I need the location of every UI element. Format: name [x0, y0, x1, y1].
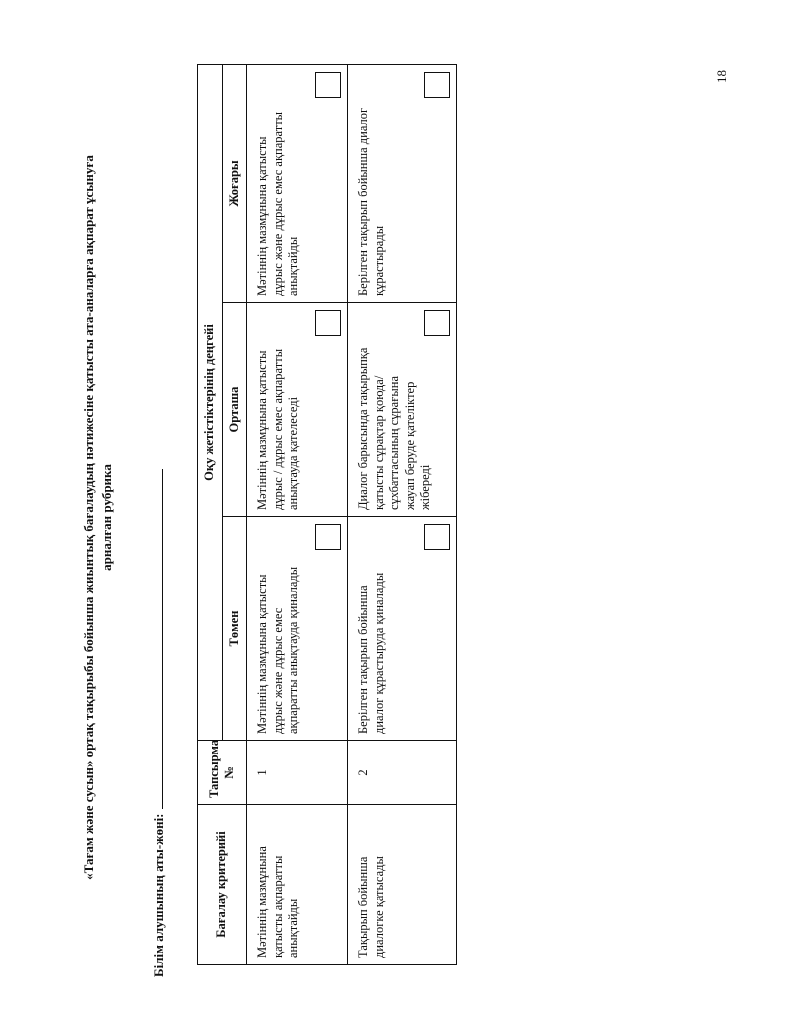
descriptor-mid-cell: [348, 303, 457, 517]
header-mid: Орташа: [222, 303, 247, 517]
checkbox[interactable]: [315, 310, 341, 336]
task-number-cell: 2: [348, 741, 457, 805]
descriptor-high-cell: [348, 64, 457, 302]
criterion-cell: Мәтіннің мазмұнына қатысты ақпаратты анықтайды: [247, 805, 348, 965]
table-row: [247, 64, 348, 964]
descriptor-text: Берілген тақырып бойынша диалог құрастырады: [356, 107, 386, 296]
task-number-cell: 1: [247, 741, 348, 805]
checkbox[interactable]: [315, 72, 341, 98]
descriptor-text: Мәтіннің мазмұнына қатысты дұрыс / дұрыс емес ақпаратты анықтауда қателеседі: [255, 348, 300, 510]
header-low: Төмен: [222, 517, 247, 741]
title-line-2: арналған рубрика: [99, 464, 114, 571]
header-task: Тапсырма №: [198, 741, 247, 805]
student-name-label: Білім алушының аты-жөні:: [151, 813, 166, 977]
checkbox[interactable]: [315, 524, 341, 550]
table-row: [348, 64, 457, 964]
checkbox[interactable]: [424, 310, 450, 336]
title-line-1: «Тағам және сусын» ортақ тақырыбы бойынша жиынтық бағалаудың нәтижесіне қатысты ата-аналарға ақпарат ұсынуға: [81, 155, 96, 880]
descriptor-mid-cell: [247, 303, 348, 517]
descriptor-text: Диалог барысында тақырыпқа қатысты сұрақтар қоюда/ сұхбаттасының сұрағына жауап беруде қателіктер жібереді: [356, 347, 432, 510]
checkbox[interactable]: [424, 72, 450, 98]
rubric-table: [197, 64, 457, 965]
criterion-cell: Тақырып бойынша диалогке қатысады: [348, 805, 457, 965]
header-criterion: Бағалау критерийі: [198, 805, 247, 965]
student-name-field: [150, 469, 167, 977]
descriptor-text: Мәтіннің мазмұнына қатысты дұрыс және дұрыс емес ақпаратты анықтайды: [255, 111, 300, 296]
header-high: Жоғары: [222, 64, 247, 302]
descriptor-text: Берілген тақырып бойынша диалог құрастыруда қиналады: [356, 572, 386, 734]
page-title: [80, 0, 116, 1035]
student-name-line[interactable]: [150, 469, 163, 809]
header-levels-group: Оқу жетістіктерінің деңгейі: [198, 64, 223, 740]
descriptor-low-cell: [247, 517, 348, 741]
page-number: 18: [714, 70, 729, 83]
descriptor-low-cell: [348, 517, 457, 741]
checkbox[interactable]: [424, 524, 450, 550]
descriptor-high-cell: [247, 64, 348, 302]
descriptor-text: Мәтіннің мазмұнына қатысты дұрыс және дұрыс емес ақпаратты анықтауда қиналады: [255, 566, 300, 734]
